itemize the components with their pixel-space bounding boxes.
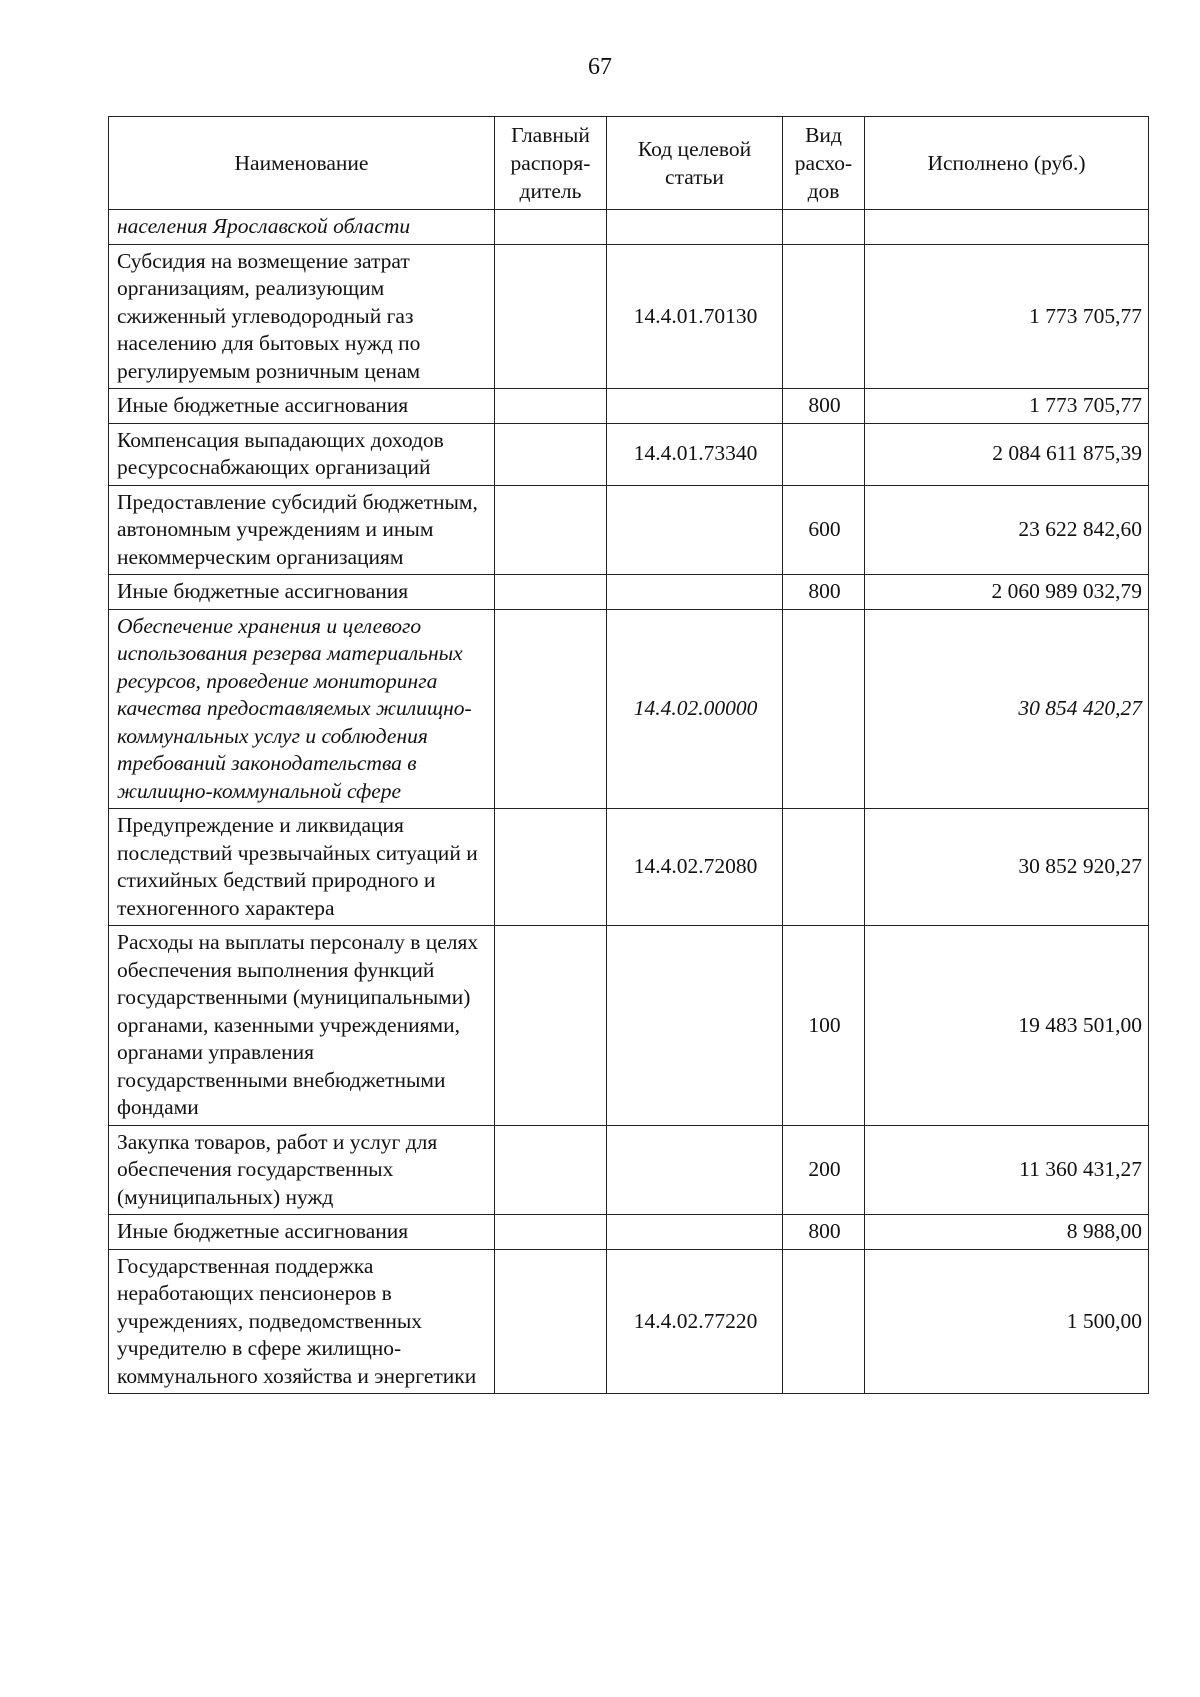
cell-executed: 2 060 989 032,79 [865,575,1149,610]
cell-name: Государственная поддержка неработающих пенсионеров в учреждениях, подведомственных учредителю в сфере жилищно-коммунального хозяйства и энергетики [109,1249,495,1394]
cell-target-code: 14.4.02.72080 [607,809,783,926]
cell-expense-type [783,1249,865,1394]
cell-main-manager [495,809,607,926]
cell-main-manager [495,1125,607,1215]
header-executed: Исполнено (руб.) [865,117,1149,210]
table-row [109,485,1149,575]
cell-expense-type: 200 [783,1125,865,1215]
table-row [109,210,1149,245]
cell-executed: 1 500,00 [865,1249,1149,1394]
cell-main-manager [495,609,607,809]
cell-name: населения Ярославской области [109,210,495,245]
cell-name: Предоставление субсидий бюджетным, автономным учреждениям и иным некоммерческим организациям [109,485,495,575]
cell-expense-type [783,809,865,926]
cell-name: Иные бюджетные ассигнования [109,1215,495,1250]
cell-expense-type: 100 [783,926,865,1126]
cell-expense-type: 800 [783,575,865,610]
cell-executed: 8 988,00 [865,1215,1149,1250]
table-row [109,1249,1149,1394]
cell-executed: 2 084 611 875,39 [865,423,1149,485]
header-row [109,117,1149,210]
table-row [109,423,1149,485]
cell-name: Обеспечение хранения и целевого использования резерва материальных ресурсов, проведение мониторинга качества предоставляемых жилищно-коммунальных услуг и соблюдения требований законодательства в жилищно-коммунальной сфере [109,609,495,809]
cell-executed: 1 773 705,77 [865,389,1149,424]
table-row [109,1215,1149,1250]
cell-executed: 19 483 501,00 [865,926,1149,1126]
cell-name: Иные бюджетные ассигнования [109,389,495,424]
cell-target-code: 14.4.02.00000 [607,609,783,809]
table-row [109,926,1149,1126]
cell-expense-type [783,210,865,245]
cell-name: Расходы на выплаты персоналу в целях обеспечения выполнения функций государственными (муниципальными) органами, казенными учреждениями, органами управления государственными внебюджетными фондами [109,926,495,1126]
cell-target-code [607,389,783,424]
cell-expense-type [783,609,865,809]
cell-name: Иные бюджетные ассигнования [109,575,495,610]
cell-main-manager [495,575,607,610]
header-target-code: Код целевой статьи [607,117,783,210]
cell-name: Субсидия на возмещение затрат организациям, реализующим сжиженный углеводородный газ населению для бытовых нужд по регулируемым розничным ценам [109,244,495,389]
table-row [109,389,1149,424]
cell-executed: 1 773 705,77 [865,244,1149,389]
cell-executed: 30 852 920,27 [865,809,1149,926]
cell-executed [865,210,1149,245]
cell-main-manager [495,1249,607,1394]
table-row [109,244,1149,389]
table-row [109,575,1149,610]
cell-executed: 11 360 431,27 [865,1125,1149,1215]
cell-main-manager [495,1215,607,1250]
table-row [109,809,1149,926]
cell-name: Закупка товаров, работ и услуг для обеспечения государственных (муниципальных) нужд [109,1125,495,1215]
cell-main-manager [495,244,607,389]
cell-target-code: 14.4.01.73340 [607,423,783,485]
cell-target-code: 14.4.02.77220 [607,1249,783,1394]
cell-executed: 30 854 420,27 [865,609,1149,809]
cell-target-code [607,575,783,610]
header-expense-type: Вид расхо-дов [783,117,865,210]
cell-name: Предупреждение и ликвидация последствий чрезвычайных ситуаций и стихийных бедствий природного и техногенного характера [109,809,495,926]
header-name: Наименование [109,117,495,210]
cell-executed: 23 622 842,60 [865,485,1149,575]
cell-name: Компенсация выпадающих доходов ресурсоснабжающих организаций [109,423,495,485]
cell-target-code [607,1125,783,1215]
cell-target-code [607,485,783,575]
cell-expense-type: 800 [783,389,865,424]
cell-main-manager [495,389,607,424]
cell-target-code: 14.4.01.70130 [607,244,783,389]
header-main-manager: Главный распоря-дитель [495,117,607,210]
cell-main-manager [495,210,607,245]
cell-main-manager [495,485,607,575]
cell-target-code [607,926,783,1126]
page-number: 67 [588,54,612,80]
cell-main-manager [495,423,607,485]
cell-expense-type [783,423,865,485]
cell-expense-type: 600 [783,485,865,575]
cell-target-code [607,210,783,245]
table-row [109,609,1149,809]
table-row [109,1125,1149,1215]
budget-table [108,116,1149,1394]
cell-expense-type [783,244,865,389]
cell-target-code [607,1215,783,1250]
cell-expense-type: 800 [783,1215,865,1250]
cell-main-manager [495,926,607,1126]
